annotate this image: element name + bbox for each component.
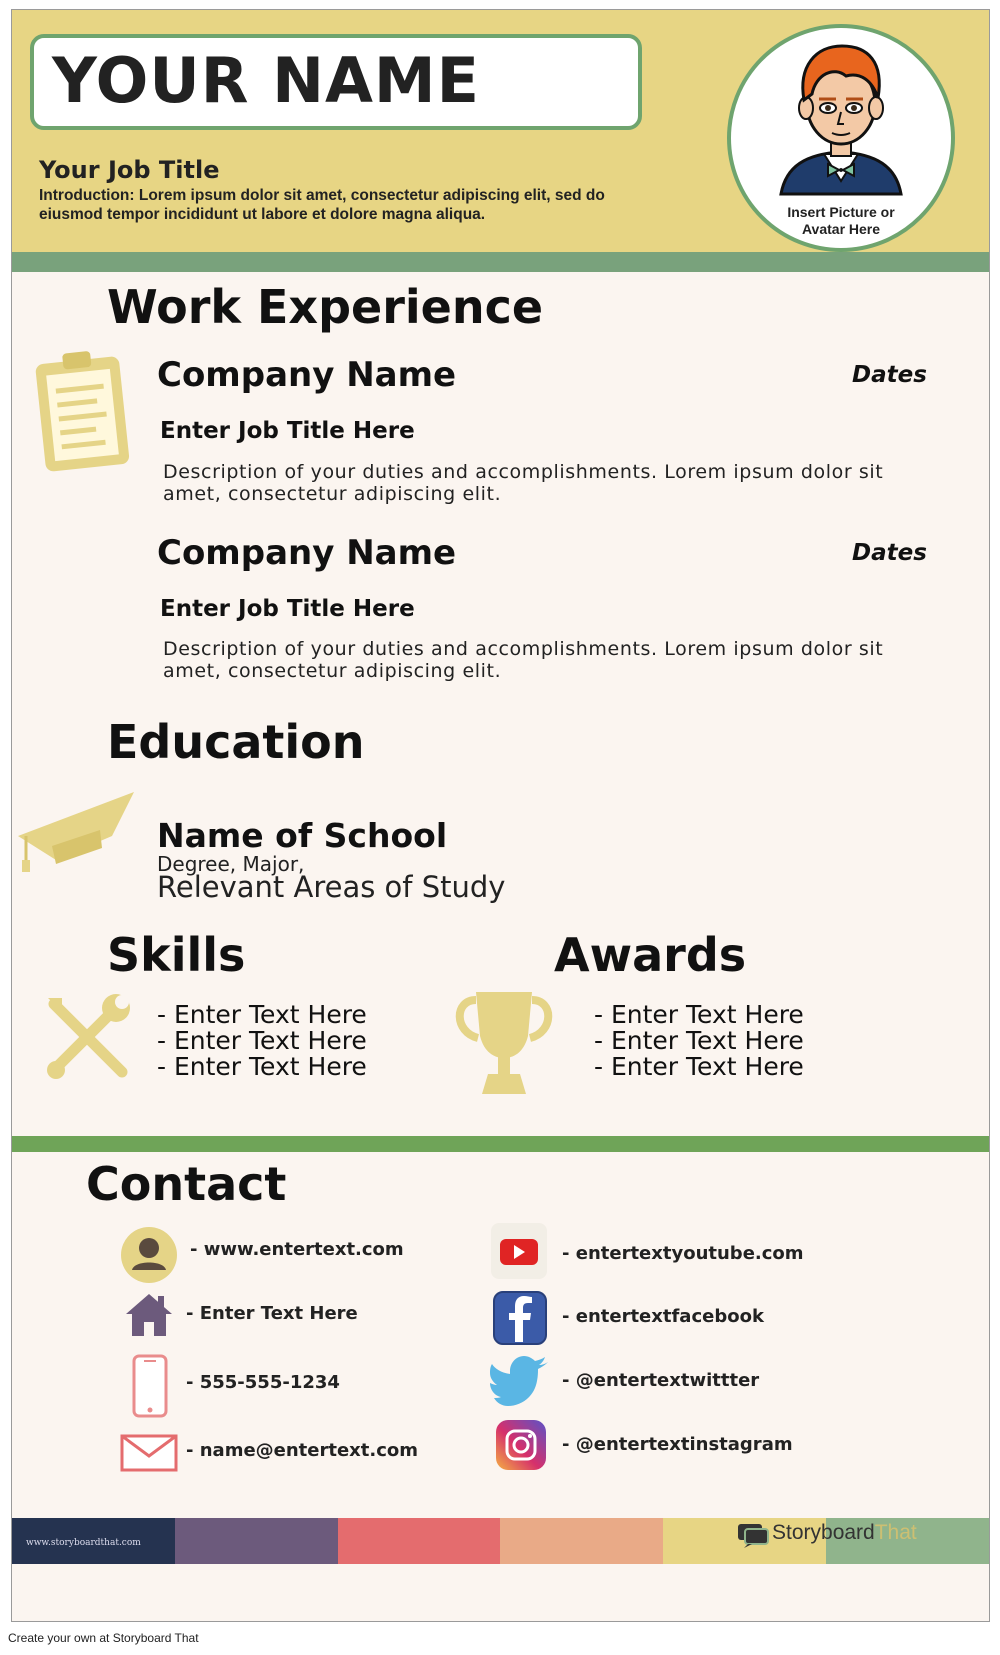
- skill-item[interactable]: - Enter Text Here: [157, 1052, 367, 1081]
- graduation-cap-icon: [16, 790, 141, 880]
- footer-swatch: [338, 1518, 501, 1564]
- footer-brand[interactable]: [772, 1521, 917, 1545]
- avatar-caption-line2: Avatar Here: [801, 221, 881, 237]
- avatar-caption: [731, 204, 951, 238]
- award-item[interactable]: - Enter Text Here: [594, 1000, 804, 1029]
- create-your-own-note[interactable]: Create your own at Storyboard That: [8, 1631, 199, 1645]
- job-2-title[interactable]: Enter Job Title Here: [160, 596, 415, 622]
- name-box[interactable]: [30, 34, 642, 130]
- job-2-company[interactable]: Company Name: [157, 533, 457, 573]
- instagram-icon: [494, 1418, 548, 1472]
- job-1-dates[interactable]: Dates: [852, 362, 927, 388]
- your-name[interactable]: YOUR NAME: [52, 44, 480, 117]
- avatar-frame[interactable]: [727, 24, 955, 252]
- resume-poster: [11, 9, 990, 1622]
- skills-list: [157, 1002, 367, 1080]
- envelope-icon: [120, 1434, 178, 1472]
- skill-item[interactable]: - Enter Text Here: [157, 1026, 367, 1055]
- job-1-company[interactable]: Company Name: [157, 355, 457, 395]
- awards-heading: Awards: [554, 928, 747, 982]
- footer-brand-faded: That: [874, 1521, 917, 1544]
- footer-swatch: [175, 1518, 338, 1564]
- contact-website[interactable]: - www.entertext.com: [190, 1239, 404, 1260]
- contact-phone[interactable]: - 555-555-1234: [186, 1372, 340, 1393]
- introduction-label: Introduction:: [39, 187, 135, 204]
- contact-instagram[interactable]: - @entertextinstagram: [562, 1434, 793, 1455]
- education-heading: Education: [107, 715, 365, 769]
- trophy-icon: [448, 986, 560, 1098]
- contact-address[interactable]: - Enter Text Here: [186, 1303, 358, 1324]
- avatar-illustration: [776, 36, 906, 196]
- job-2-description[interactable]: Description of your duties and accomplishments. Lorem ipsum dolor sit amet, consectetur adipiscing elit.: [163, 638, 884, 682]
- contact-facebook[interactable]: - entertextfacebook: [562, 1306, 764, 1327]
- job-title[interactable]: Your Job Title: [39, 156, 220, 184]
- avatar-caption-line1: Insert Picture or: [787, 204, 895, 220]
- contact-email[interactable]: - name@entertext.com: [186, 1440, 419, 1461]
- facebook-icon: [492, 1290, 548, 1346]
- house-icon: [124, 1290, 174, 1340]
- awards-list: [594, 1002, 804, 1080]
- work-experience-heading: Work Experience: [107, 280, 544, 334]
- user-icon: [120, 1226, 178, 1284]
- job-2-dates[interactable]: Dates: [852, 540, 927, 566]
- skills-heading: Skills: [107, 928, 246, 982]
- phone-icon: [132, 1354, 168, 1418]
- youtube-icon: [490, 1222, 548, 1280]
- storyboard-logo-icon: [736, 1522, 770, 1548]
- wrench-screwdriver-icon: [42, 994, 132, 1084]
- contact-twitter[interactable]: - @entertextwittter: [562, 1370, 760, 1391]
- job-1-description[interactable]: Description of your duties and accomplishments. Lorem ipsum dolor sit amet, consectetur adipiscing elit.: [163, 461, 884, 505]
- school-name[interactable]: Name of School: [157, 816, 448, 855]
- contact-youtube[interactable]: - entertextyoutube.com: [562, 1243, 804, 1264]
- award-item[interactable]: - Enter Text Here: [594, 1026, 804, 1055]
- job-1-title[interactable]: Enter Job Title Here: [160, 418, 415, 444]
- contact-divider: [12, 1136, 989, 1152]
- areas-of-study[interactable]: Relevant Areas of Study: [157, 870, 506, 904]
- contact-heading: Contact: [86, 1157, 287, 1211]
- footer-swatch: [500, 1518, 663, 1564]
- footer-brand-main: Storyboard: [772, 1521, 875, 1544]
- twitter-icon: [490, 1356, 550, 1406]
- header-divider: [12, 252, 989, 272]
- degree-major[interactable]: Degree, Major,: [157, 852, 305, 876]
- award-item[interactable]: - Enter Text Here: [594, 1052, 804, 1081]
- footer-url[interactable]: www.storyboardthat.com: [26, 1538, 141, 1548]
- clipboard-icon: [32, 348, 132, 472]
- skill-item[interactable]: - Enter Text Here: [157, 1000, 367, 1029]
- introduction-text: Lorem ipsum dolor sit amet, consectetur adipiscing elit, sed do eiusmod tempor incididunt ut labore et dolore magna aliqua.: [39, 187, 605, 223]
- introduction[interactable]: [39, 186, 639, 224]
